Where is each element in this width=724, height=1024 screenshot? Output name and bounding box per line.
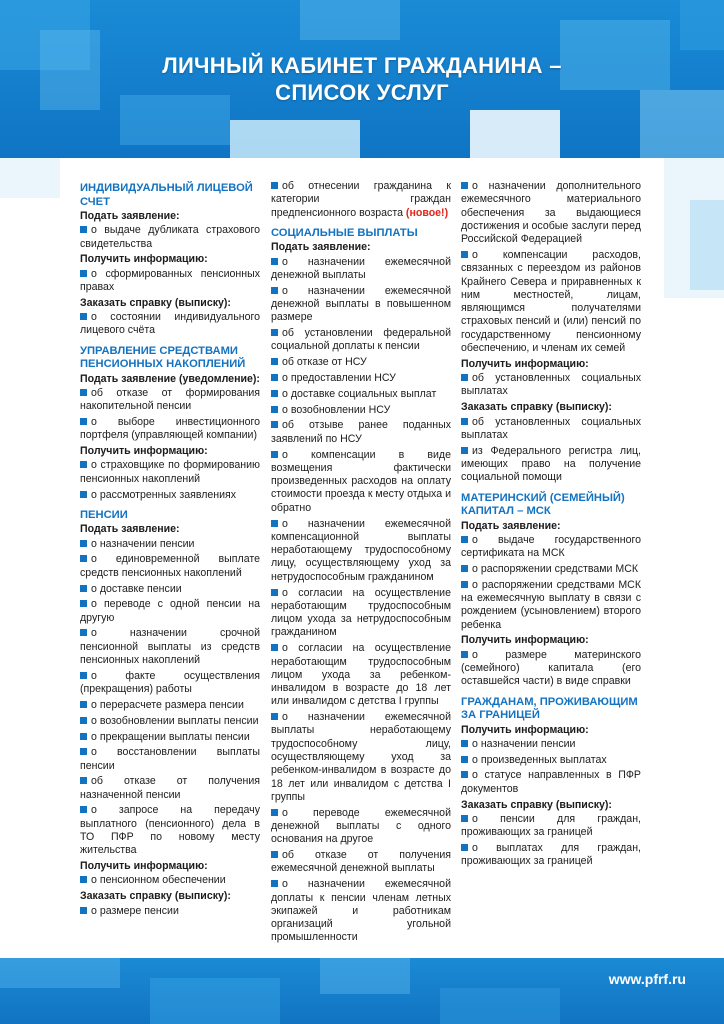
column-right bbox=[461, 180, 641, 871]
square-bullet-icon bbox=[461, 756, 468, 763]
square-bullet-icon bbox=[271, 851, 278, 858]
service-item-text: о компенсации в виде возмещения фактически произведенных расходов на оплату стоимости проезда к месту отдыха и обратно bbox=[271, 448, 451, 514]
service-item bbox=[271, 285, 451, 325]
service-item-text: о выборе инвестиционного портфеля (управляющей компании) bbox=[80, 416, 260, 442]
service-item bbox=[271, 356, 451, 369]
square-bullet-icon bbox=[461, 565, 468, 572]
decor-tile bbox=[680, 0, 724, 50]
service-item-text: о прекращении выплаты пенсии bbox=[91, 730, 250, 743]
service-item bbox=[80, 699, 260, 712]
service-item bbox=[271, 878, 451, 944]
service-item-text: о единовременной выплате средств пенсионных накоплений bbox=[80, 553, 260, 579]
service-item bbox=[271, 449, 451, 515]
service-item-text: из Федерального регистра лиц, имеющих право на получение социальной помощи bbox=[461, 444, 641, 484]
square-bullet-icon bbox=[80, 313, 87, 320]
service-item bbox=[80, 715, 260, 728]
service-item-text: о восстановлении выплаты пенсии bbox=[80, 746, 260, 772]
decor-tile bbox=[470, 110, 560, 158]
square-bullet-icon bbox=[271, 451, 278, 458]
square-bullet-icon bbox=[271, 358, 278, 365]
service-item bbox=[80, 874, 260, 887]
service-item bbox=[80, 670, 260, 697]
square-bullet-icon bbox=[271, 644, 278, 651]
service-item-text: о доставке социальных выплат bbox=[282, 387, 437, 400]
square-bullet-icon bbox=[80, 907, 87, 914]
decor-tile bbox=[440, 988, 560, 1024]
service-item-text: об отказе от НСУ bbox=[282, 356, 367, 369]
subheading: Подать заявление (уведомление): bbox=[80, 372, 260, 385]
service-item bbox=[80, 627, 260, 667]
service-item bbox=[271, 404, 451, 417]
square-bullet-icon bbox=[80, 717, 87, 724]
square-bullet-icon bbox=[461, 374, 468, 381]
service-item bbox=[271, 642, 451, 708]
service-item bbox=[271, 327, 451, 354]
square-bullet-icon bbox=[80, 226, 87, 233]
subheading: Получить информацию: bbox=[80, 445, 208, 458]
service-item bbox=[80, 731, 260, 744]
decor-tile bbox=[0, 158, 60, 198]
service-item bbox=[271, 807, 451, 847]
section-heading: ИНДИВИДУАЛЬНЫЙ ЛИЦЕВОЙ СЧЕТ bbox=[80, 182, 253, 208]
service-item-text: о произведенных выплатах bbox=[472, 753, 607, 766]
square-bullet-icon bbox=[80, 585, 87, 592]
square-bullet-icon bbox=[80, 777, 87, 784]
service-item-text: о назначении ежемесячной денежной выплаты в повышенном размере bbox=[271, 284, 451, 324]
service-item bbox=[461, 579, 641, 632]
square-bullet-icon bbox=[271, 258, 278, 265]
service-item-text: о факте осуществления (прекращения) работы bbox=[80, 669, 260, 696]
square-bullet-icon bbox=[80, 418, 87, 425]
service-item-text: о возобновлении НСУ bbox=[282, 403, 391, 416]
service-item-text: о размере материнского (семейного) капитала (его оставшейся части) в виде справки bbox=[461, 648, 641, 688]
service-item bbox=[80, 583, 260, 596]
service-item bbox=[80, 387, 260, 414]
service-item bbox=[80, 538, 260, 551]
service-item bbox=[461, 445, 641, 485]
service-item bbox=[461, 563, 641, 576]
service-item-text: о рассмотренных заявлениях bbox=[91, 488, 237, 501]
service-item-text: об отказе от получения ежемесячной денежной выплаты bbox=[271, 849, 451, 875]
square-bullet-icon bbox=[80, 461, 87, 468]
service-item-text: о пенсионном обеспечении bbox=[91, 874, 226, 887]
service-item-text: о переводе ежемесячной денежной выплаты с одного основания на другое bbox=[271, 806, 451, 846]
subheading: Заказать справку (выписку): bbox=[461, 798, 612, 811]
service-item-text: о назначении пенсии bbox=[91, 537, 195, 550]
page-title-line2: СПИСОК УСЛУГ bbox=[275, 80, 449, 105]
service-item-text: об отказе от формирования накопительной пенсии bbox=[80, 386, 260, 413]
square-bullet-icon bbox=[271, 713, 278, 720]
square-bullet-icon bbox=[80, 748, 87, 755]
square-bullet-icon bbox=[80, 555, 87, 562]
service-item-text: о согласии на осуществление неработающим трудоспособным лицом ухода за нетрудоспособным гражданином bbox=[271, 586, 451, 639]
website-link[interactable]: www.pfrf.ru bbox=[608, 971, 686, 987]
square-bullet-icon bbox=[271, 182, 278, 189]
service-item bbox=[271, 388, 451, 401]
square-bullet-icon bbox=[271, 880, 278, 887]
service-item bbox=[80, 489, 260, 502]
service-item bbox=[80, 598, 260, 625]
service-item bbox=[271, 711, 451, 804]
service-item-text: о распоряжении средствами МСК bbox=[472, 562, 639, 575]
decor-tile bbox=[150, 978, 280, 1024]
square-bullet-icon bbox=[461, 251, 468, 258]
service-item-text: о состоянии индивидуального лицевого счёта bbox=[80, 311, 260, 337]
service-item-text: о назначении ежемесячной денежной выплаты bbox=[271, 255, 451, 281]
service-item bbox=[461, 180, 641, 246]
service-item-text: об установлении федеральной социальной доплаты к пенсии bbox=[271, 327, 451, 353]
square-bullet-icon bbox=[271, 520, 278, 527]
subheading: Получить информацию: bbox=[461, 634, 589, 647]
subheading: Подать заявление: bbox=[80, 210, 180, 222]
service-item-text: о размере пенсии bbox=[91, 904, 179, 917]
header-banner bbox=[0, 0, 724, 158]
service-item-text: о возобновлении выплаты пенсии bbox=[91, 714, 259, 727]
service-item-text: о предоставлении НСУ bbox=[282, 372, 396, 385]
service-item bbox=[461, 769, 641, 796]
service-item bbox=[80, 553, 260, 580]
square-bullet-icon bbox=[461, 815, 468, 822]
subheading: Подать заявление: bbox=[461, 519, 561, 532]
subheading: Получить информацию: bbox=[80, 253, 208, 266]
page-title bbox=[0, 52, 724, 106]
subheading: Заказать справку (выписку): bbox=[80, 890, 231, 903]
service-item-text: о перерасчете размера пенсии bbox=[91, 698, 244, 711]
service-item bbox=[461, 754, 641, 767]
service-item bbox=[271, 849, 451, 876]
service-item-text: о доставке пенсии bbox=[91, 582, 182, 595]
service-item bbox=[271, 180, 451, 220]
service-item bbox=[271, 256, 451, 283]
service-item-text: о назначении ежемесячной доплаты к пенсии членам летных экипажей и работникам организаций угольной промышленности bbox=[271, 878, 451, 944]
square-bullet-icon bbox=[80, 806, 87, 813]
square-bullet-icon bbox=[461, 182, 468, 189]
column-left bbox=[80, 180, 260, 920]
service-item-text: о согласии на осуществление неработающим трудоспособным лицом ухода за ребенком-инвалидом в возрасте до 18 лет или инвалидом с детства I группы bbox=[271, 642, 451, 708]
service-item-text: об установленных социальных выплатах bbox=[461, 372, 641, 398]
subheading: Получить информацию: bbox=[461, 357, 589, 370]
column-middle bbox=[271, 180, 451, 947]
square-bullet-icon bbox=[80, 733, 87, 740]
service-item bbox=[461, 416, 641, 443]
square-bullet-icon bbox=[461, 844, 468, 851]
service-item-text: об установленных социальных выплатах bbox=[461, 415, 641, 441]
service-item bbox=[271, 518, 451, 584]
square-bullet-icon bbox=[271, 287, 278, 294]
square-bullet-icon bbox=[271, 329, 278, 336]
service-item bbox=[80, 775, 260, 802]
square-bullet-icon bbox=[80, 270, 87, 277]
service-item-text: о выдаче государственного сертификата на МСК bbox=[461, 533, 641, 560]
service-item bbox=[461, 249, 641, 355]
service-item-text: о пенсии для граждан, проживающих за границей bbox=[461, 812, 641, 839]
square-bullet-icon bbox=[80, 672, 87, 679]
service-item-text: об отзыве ранее поданных заявлений по НСУ bbox=[271, 419, 451, 445]
subheading: Заказать справку (выписку): bbox=[80, 296, 231, 309]
square-bullet-icon bbox=[80, 389, 87, 396]
square-bullet-icon bbox=[461, 418, 468, 425]
subheading: Заказать справку (выписку): bbox=[461, 401, 612, 414]
section-heading: ПЕНСИИ bbox=[80, 508, 128, 521]
section-heading: СОЦИАЛЬНЫЕ ВЫПЛАТЫ bbox=[271, 226, 418, 239]
service-item-text: об отнесении гражданина к категории граждан предпенсионного возраста bbox=[271, 180, 451, 219]
square-bullet-icon bbox=[461, 536, 468, 543]
service-item-text: о выдаче дубликата страхового свидетельства bbox=[80, 224, 260, 250]
subheading: Подать заявление: bbox=[271, 241, 371, 254]
service-item bbox=[271, 419, 451, 446]
new-badge: (новое!) bbox=[405, 206, 449, 219]
service-item-text: о сформированных пенсионных правах bbox=[80, 267, 260, 293]
square-bullet-icon bbox=[271, 374, 278, 381]
service-item bbox=[271, 372, 451, 385]
square-bullet-icon bbox=[461, 581, 468, 588]
service-item bbox=[461, 842, 641, 869]
square-bullet-icon bbox=[271, 589, 278, 596]
square-bullet-icon bbox=[80, 876, 87, 883]
square-bullet-icon bbox=[271, 406, 278, 413]
service-item bbox=[461, 813, 641, 840]
section-heading: УПРАВЛЕНИЕ СРЕДСТВАМИ ПЕНСИОННЫХ НАКОПЛЕНИЙ bbox=[80, 344, 246, 371]
square-bullet-icon bbox=[461, 447, 468, 454]
section-heading: МАТЕРИНСКИЙ (СЕМЕЙНЫЙ) КАПИТАЛ – МСК bbox=[461, 491, 625, 518]
service-item-text: о запросе на передачу выплатного (пенсионного) дела в ТО ПФР по новому месту жительства bbox=[80, 804, 260, 857]
square-bullet-icon bbox=[80, 540, 87, 547]
service-item bbox=[80, 311, 260, 338]
service-item bbox=[80, 459, 260, 486]
service-item-text: о страховщике по формированию пенсионных накоплений bbox=[80, 459, 260, 485]
square-bullet-icon bbox=[80, 491, 87, 498]
subheading: Получить информацию: bbox=[80, 860, 208, 873]
service-item bbox=[80, 804, 260, 857]
service-item-text: о назначении дополнительного ежемесячного материального обеспечения за выдающиеся достижения и особые заслуги перед Российской Федерацией bbox=[461, 180, 641, 246]
decor-tile bbox=[320, 958, 410, 994]
service-item-text: о назначении ежемесячной выплаты неработающему трудоспособному лицу, осуществляющему уход за ребенком-инвалидом в возрасте до 18 лет или инвалидом с детства I группы bbox=[271, 711, 451, 803]
service-item bbox=[461, 738, 641, 751]
service-item bbox=[271, 587, 451, 640]
decor-tile bbox=[230, 120, 360, 158]
service-item-text: о назначении ежемесячной компенсационной выплаты неработающему трудоспособному лицу, осуществляющему уход за нетрудоспособным гражданином bbox=[271, 517, 451, 583]
decor-tile bbox=[690, 200, 724, 290]
service-item bbox=[80, 224, 260, 251]
square-bullet-icon bbox=[80, 600, 87, 607]
service-item-text: о статусе направленных в ПФР документов bbox=[461, 769, 641, 795]
square-bullet-icon bbox=[461, 771, 468, 778]
decor-tile bbox=[300, 0, 400, 40]
service-item bbox=[461, 534, 641, 561]
square-bullet-icon bbox=[461, 651, 468, 658]
page-title-line1: ЛИЧНЫЙ КАБИНЕТ ГРАЖДАНИНА – bbox=[162, 53, 562, 78]
service-item-text: о назначении пенсии bbox=[472, 737, 576, 750]
section-heading: ГРАЖДАНАМ, ПРОЖИВАЮЩИМ ЗА ГРАНИЦЕЙ bbox=[461, 695, 638, 722]
service-item-text: о распоряжении средствами МСК на ежемесячную выплату в связи с рождением (усыновлением) второго ребенка bbox=[461, 578, 641, 631]
service-item bbox=[80, 746, 260, 773]
subheading: Подать заявление: bbox=[80, 523, 180, 536]
service-item bbox=[80, 268, 260, 295]
service-item-text: об отказе от получения назначенной пенсии bbox=[80, 775, 260, 801]
service-item bbox=[80, 905, 260, 918]
service-item bbox=[80, 416, 260, 443]
service-item-text: о назначении срочной пенсионной выплаты из средств пенсионных накоплений bbox=[80, 627, 260, 667]
square-bullet-icon bbox=[271, 390, 278, 397]
square-bullet-icon bbox=[461, 740, 468, 747]
service-item-text: о компенсации расходов, связанных с переездом из районов Крайнего Севера и приравненных к ним местностей, лицам, являющимся получателями страховых пенсий и (или) пенсий по государственному пенсионному обеспечению, и членам их семей bbox=[461, 248, 641, 355]
service-item-text: о выплатах для граждан, проживающих за границей bbox=[461, 841, 641, 868]
footer-banner bbox=[0, 958, 724, 1024]
square-bullet-icon bbox=[271, 421, 278, 428]
square-bullet-icon bbox=[271, 809, 278, 816]
service-item bbox=[461, 372, 641, 399]
subheading: Получить информацию: bbox=[461, 723, 589, 736]
decor-tile bbox=[0, 958, 120, 988]
service-item-text: о переводе с одной пенсии на другую bbox=[80, 598, 260, 624]
service-item bbox=[461, 649, 641, 689]
square-bullet-icon bbox=[80, 701, 87, 708]
square-bullet-icon bbox=[80, 629, 87, 636]
